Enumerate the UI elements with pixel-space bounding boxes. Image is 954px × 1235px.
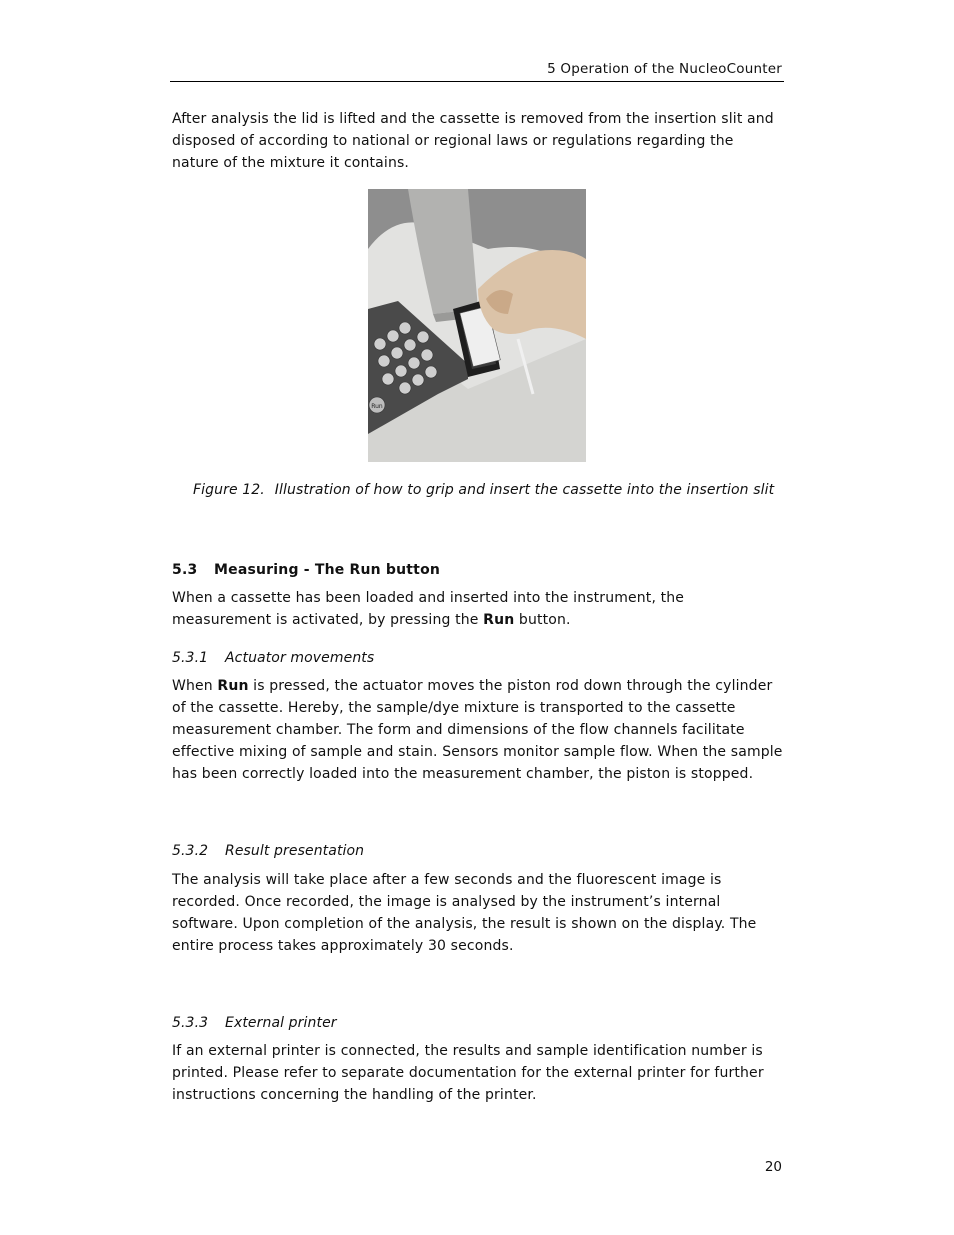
section-number: 5.3.3 — [172, 1015, 209, 1031]
run-keyword: Run — [217, 678, 249, 694]
section-title: Actuator movements — [225, 650, 375, 666]
section-heading-5-3-1 — [172, 650, 374, 666]
run-keyword: Run — [483, 612, 515, 628]
running-head: 5 Operation of the NucleoCounter — [547, 61, 782, 77]
intro-paragraph: After analysis the lid is lifted and the cassette is removed from the insertion slit and disposed of according to national or regional laws or regulations regarding the nature of the mixture it contains. — [172, 111, 774, 171]
section-title: Result presentation — [225, 843, 365, 859]
section-heading-5-3-2 — [172, 843, 364, 859]
section-heading-5-3 — [172, 562, 440, 578]
section-number: 5.3 — [172, 562, 198, 578]
section-5-3-1-paragraph — [172, 675, 784, 785]
figure-caption — [193, 482, 774, 498]
keypad-run-key: Run — [371, 403, 383, 410]
figure-photo — [368, 189, 586, 462]
section-5-3-paragraph — [172, 587, 784, 631]
text-segment: When — [172, 678, 218, 694]
header-rule — [170, 81, 784, 82]
page-number: 20 — [764, 1159, 782, 1175]
section-5-3-2-paragraph: The analysis will take place after a few seconds and the fluorescent image is recorded. Once recorded, the image is analysed by the instrument’s internal software. Upon completion of the analysis, the result is shown on the display. The entire process takes approximately 30 seconds. — [172, 872, 757, 954]
section-5-3-3-paragraph: If an external printer is connected, the results and sample identification number is printed. Please refer to separate documentation for the external printer for further instructions concerning the handling of the printer. — [172, 1043, 764, 1103]
section-number: 5.3.1 — [172, 650, 209, 666]
section-number: 5.3.2 — [172, 843, 209, 859]
section-title: Measuring - The Run button — [214, 562, 441, 578]
text-segment: is pressed, the actuator moves the piston rod down through the cylinder of the cassette. Hereby, the sample/dye mixture is transported to the cassette measurement chamber. The form and dimensions of the flow channels facilitate effective mixing of sample and stain. Sensors monitor sample flow. When the sample has been correctly loaded into the measurement chamber, the piston is stopped. — [172, 678, 783, 782]
section-heading-5-3-3 — [172, 1015, 337, 1031]
instrument-illustration — [368, 189, 586, 462]
section-title: External printer — [225, 1015, 337, 1031]
figure-caption-text: Illustration of how to grip and insert the cassette into the insertion slit — [274, 482, 775, 498]
figure-label: Figure 12. — [193, 482, 265, 498]
text-segment: When a cassette has been loaded and inserted into the instrument, the measurement is activated, by pressing the — [172, 590, 685, 628]
text-segment: button. — [514, 612, 571, 628]
